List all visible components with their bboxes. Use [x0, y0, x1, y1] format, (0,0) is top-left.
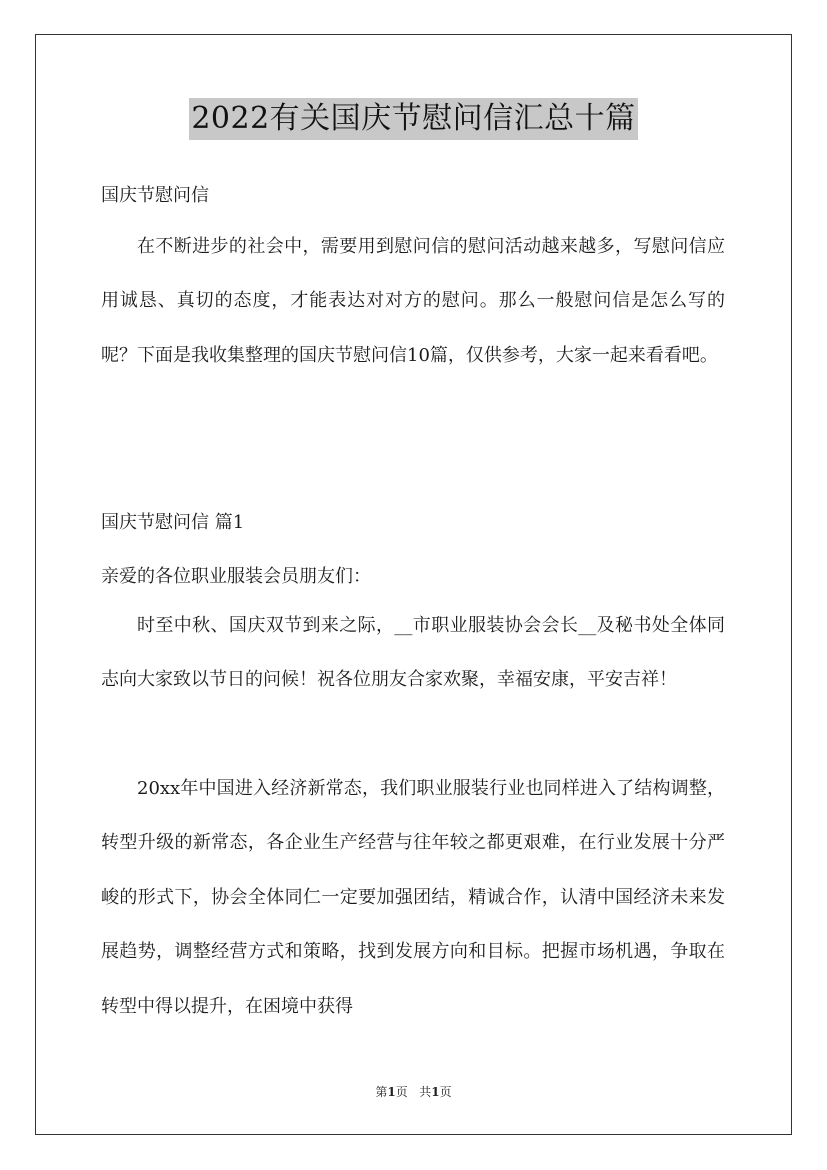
page-prefix: 第 — [375, 1085, 388, 1099]
article-heading: 国庆节慰问信 篇1 — [101, 512, 245, 533]
page-suffix: 页 — [395, 1085, 408, 1099]
total-pages: 1 — [431, 1085, 440, 1099]
page-number: 1 — [387, 1085, 396, 1099]
total-prefix: 共 — [419, 1085, 432, 1099]
title-container — [0, 98, 827, 140]
body-paragraph-2: 20xx年中国进入经济新常态，我们职业服装行业也同样进入了结构调整，转型升级的新常态，各企业生产经营与往年较之都更艰难，在行业发展十分严峻的形式下，协会全体同仁一定要加强团结，精诚合作，认清中国经济未来发展趋势，调整经营方式和策略，找到发展方向和目标。把握市场机遇，争取在转型中得以提升，在困境中获得 — [101, 778, 725, 1017]
intro-paragraph: 在不断进步的社会中，需要用到慰问信的慰问活动越来越多，写慰问信应用诚恳、真切的态度，才能表达对对方的慰问。那么一般慰问信是怎么写的呢？下面是我收集整理的国庆节慰问信10篇，仅供参考，大家一起来看看吧。 — [101, 236, 725, 366]
body-paragraph-1: 时至中秋、国庆双节到来之际，__市职业服装协会会长__及秘书处全体同志向大家致以节日的问候！祝各位朋友合家欢聚，幸福安康，平安吉祥！ — [101, 615, 725, 691]
section-heading: 国庆节慰问信 — [101, 185, 209, 206]
total-suffix: 页 — [439, 1085, 452, 1099]
page-footer — [0, 1083, 827, 1100]
salutation: 亲爱的各位职业服装会员朋友们： — [101, 566, 371, 587]
document-title: 2022有关国庆节慰问信汇总十篇 — [189, 98, 637, 140]
